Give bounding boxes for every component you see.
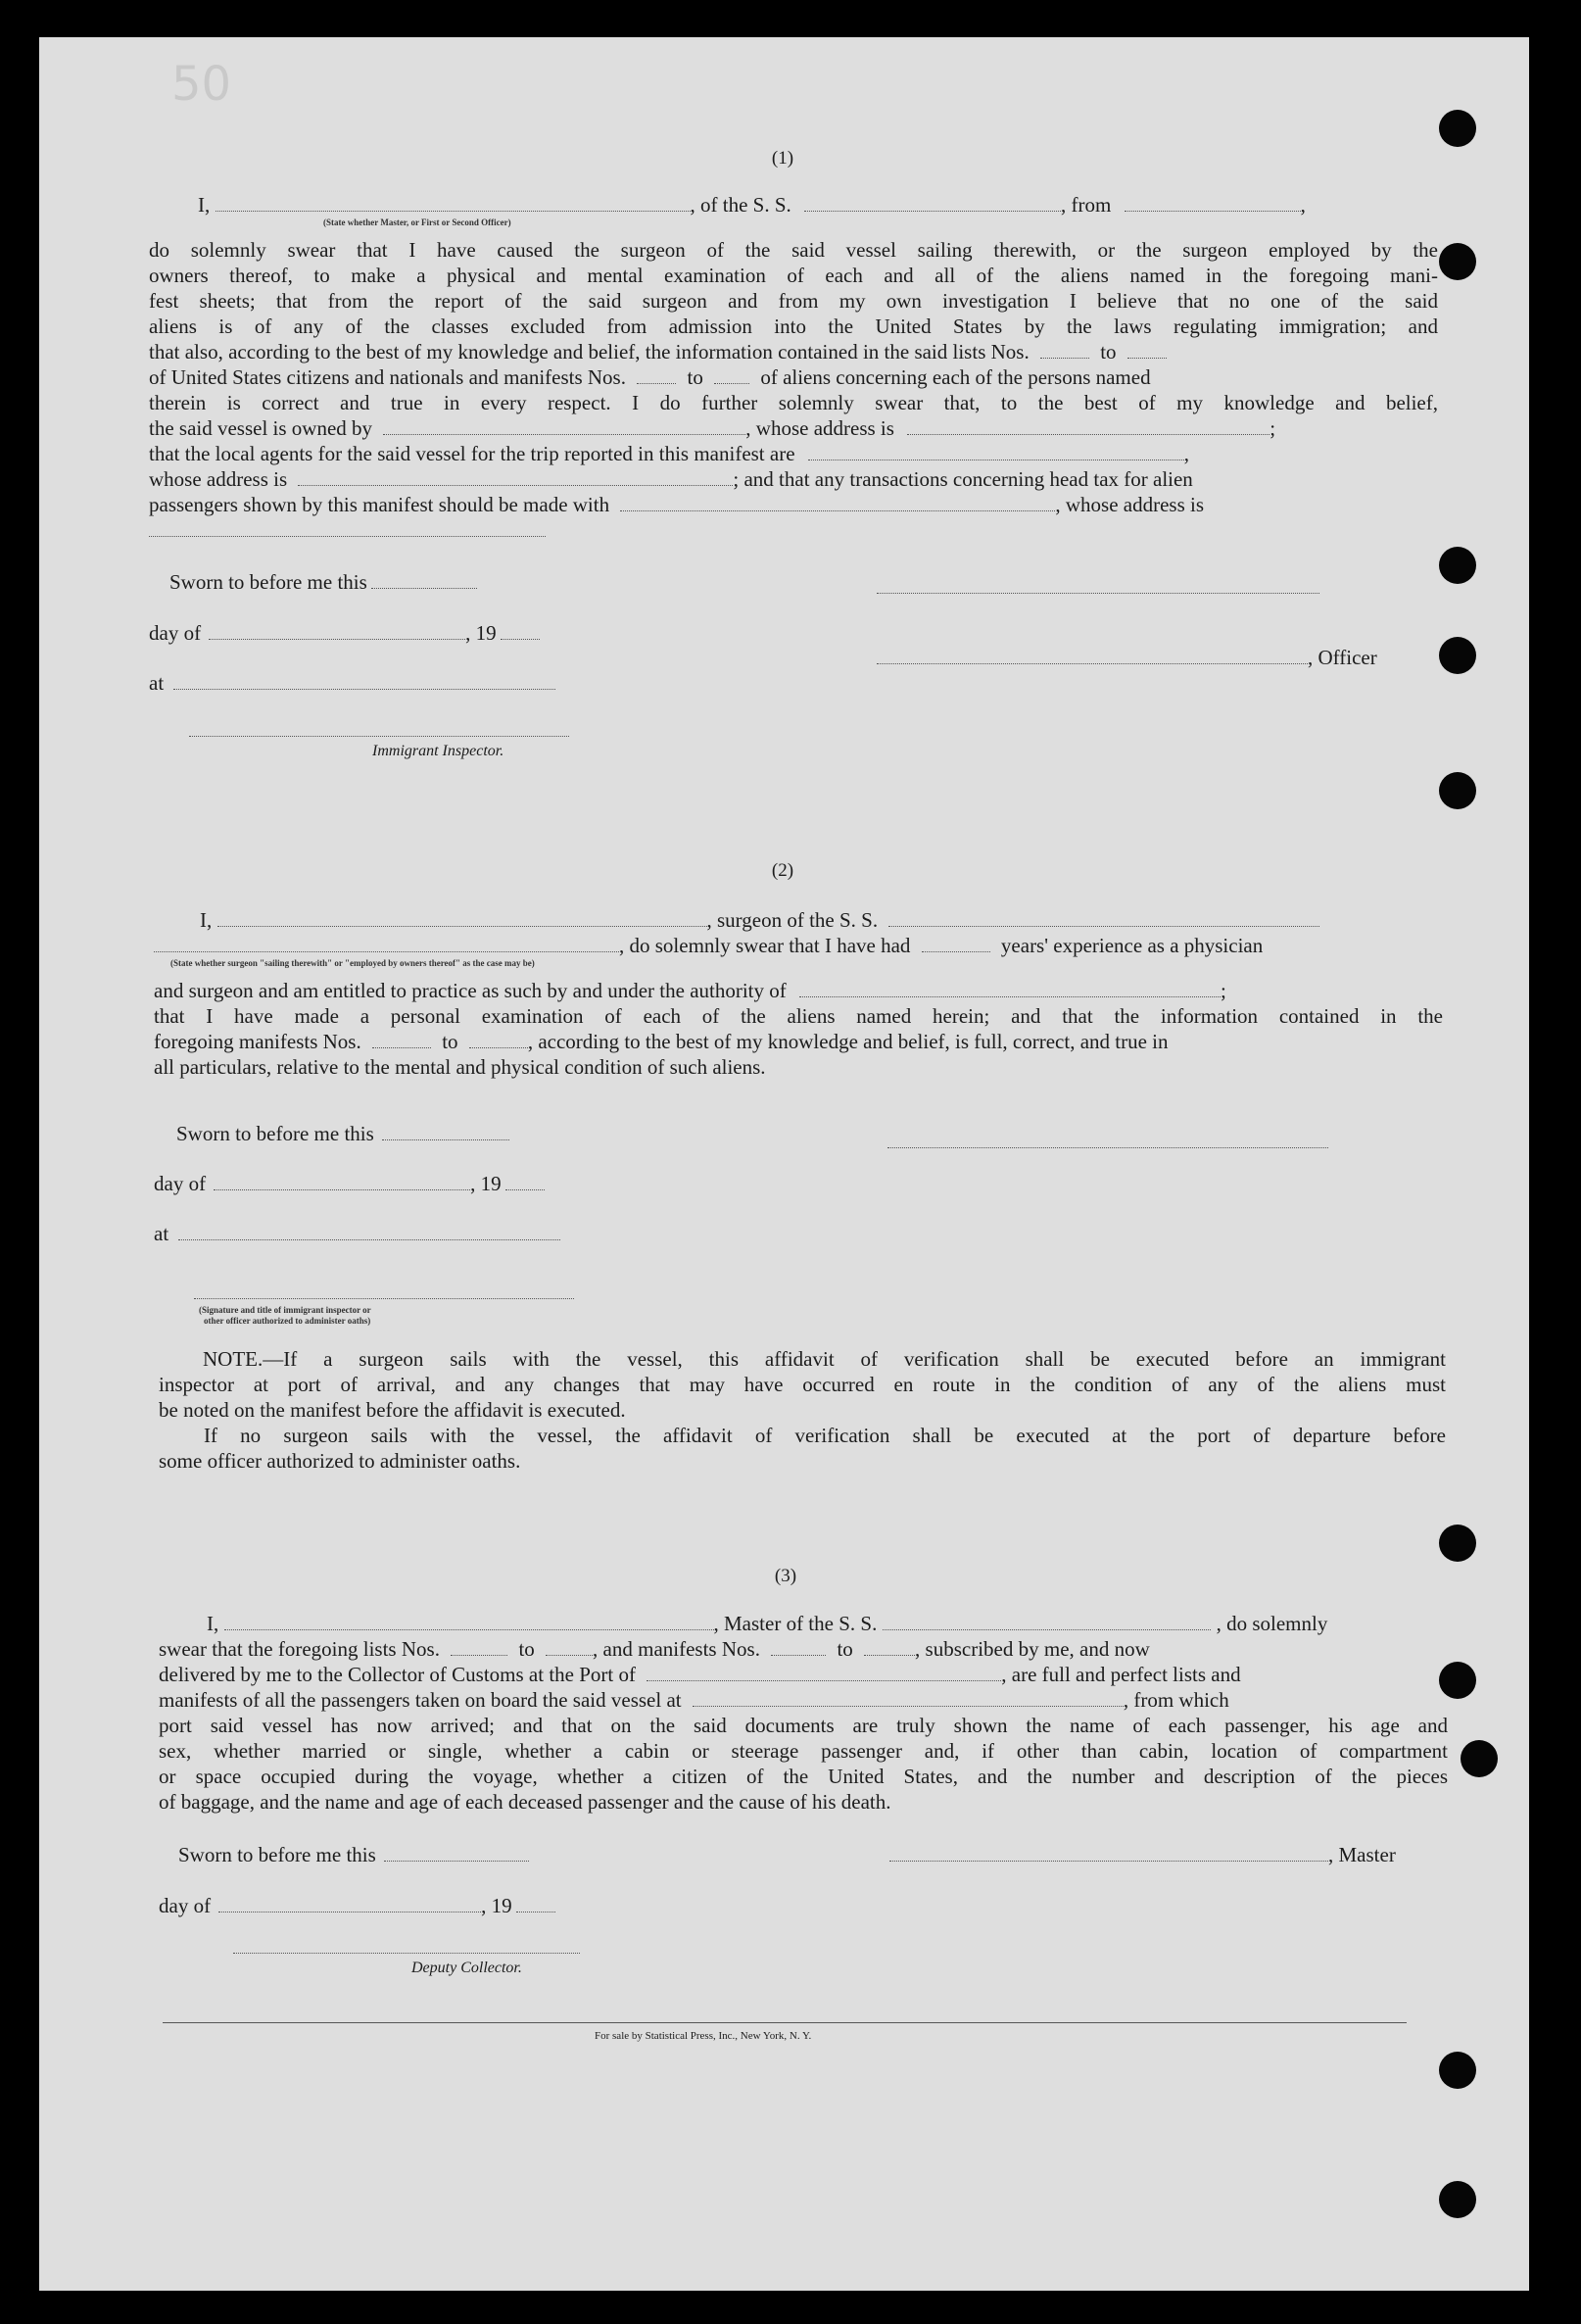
sworn-label: Sworn to before me this <box>169 569 477 595</box>
section1-text-line: therein is correct and true in every respect. I do further solemnly swear that, to the best of my knowledge and belief, <box>149 391 1438 414</box>
note-line: NOTE.—If a surgeon sails with the vessel, this affidavit of verification shall be executed before an immigrant <box>203 1347 1446 1371</box>
section-number: (1) <box>771 148 794 169</box>
binder-hole-icon <box>1461 1740 1498 1777</box>
surgeon-note: (State whether surgeon "sailing therewith" or "employed by owners thereof" as the case may be) <box>170 958 535 968</box>
sworn-label: Sworn to before me this <box>178 1842 529 1867</box>
master-note: (State whether Master, or First or Second Officer) <box>323 218 511 227</box>
section3-text-line: of baggage, and the name and age of each deceased passenger and the cause of his death. <box>159 1790 891 1814</box>
signature-line <box>233 1952 580 1954</box>
binder-hole-icon <box>1439 2052 1476 2089</box>
section-number: (3) <box>774 1566 797 1586</box>
section1-text-line: of United States citizens and nationals and manifests Nos. to of aliens concerning each of the persons named <box>149 365 1151 389</box>
section1-text-line: passengers shown by this manifest should be made with , whose address is <box>149 493 1205 516</box>
section1-text-line: aliens is of any of the classes excluded from admission into the United States by the laws regulating immigration; and <box>149 315 1438 338</box>
binder-hole-icon <box>1439 110 1476 147</box>
section2-text-line: all particulars, relative to the mental and physical condition of such aliens. <box>154 1055 766 1079</box>
sworn-label: Sworn to before me this <box>176 1121 509 1146</box>
corner-mark: 50 <box>171 57 232 112</box>
binder-hole-icon <box>1439 1525 1476 1562</box>
signature-line <box>887 1146 1328 1148</box>
section3-header-line: I, , Master of the S. S. , do solemnly <box>207 1612 1328 1635</box>
note-line: some officer authorized to administer oaths. <box>159 1449 521 1473</box>
signature-line <box>194 1297 574 1299</box>
note-line: If no surgeon sails with the vessel, the affidavit of verification shall be executed at the port of departure before <box>204 1424 1446 1447</box>
day-of-label: day of , 19 <box>149 620 540 646</box>
day-of-label: day of , 19 <box>154 1171 545 1196</box>
section2-text-line: and surgeon and am entitled to practice as such by and under the authority of ; <box>154 979 1226 1002</box>
inspector-caption: Immigrant Inspector. <box>372 743 504 759</box>
section2-header-line: I, , surgeon of the S. S. <box>200 907 1442 933</box>
section3-text-line: or space occupied during the voyage, whether a citizen of the United States, and the number and description of the pieces <box>159 1765 1448 1788</box>
signature-note: other officer authorized to administer oaths) <box>204 1316 371 1326</box>
section-number: (2) <box>771 860 794 881</box>
section1-text-line: that also, according to the best of my knowledge and belief, the information contained in the said lists Nos. to <box>149 339 1438 364</box>
binder-hole-icon <box>1439 2181 1476 2218</box>
signature-line <box>877 592 1319 594</box>
note-line: be noted on the manifest before the affidavit is executed. <box>159 1398 626 1422</box>
signature-line <box>149 535 546 537</box>
at-label: at <box>149 670 555 696</box>
binder-hole-icon <box>1439 772 1476 809</box>
deputy-caption: Deputy Collector. <box>411 1960 522 1976</box>
section1-header-line: I, , of the S. S. , from , <box>198 193 1306 217</box>
section2-text-line: that I have made a personal examination of each of the aliens named herein; and that the information contained in the <box>154 1004 1443 1028</box>
binder-hole-icon <box>1439 243 1476 280</box>
section3-text-line: swear that the foregoing lists Nos. to , and manifests Nos. to , subscribed by me, and now <box>159 1637 1150 1661</box>
section3-text-line: sex, whether married or single, whether a cabin or steerage passenger and, if other than cabin, location of compartment <box>159 1739 1448 1763</box>
section2-text-line: , do solemnly swear that I have had years' experience as a physician <box>154 933 1443 958</box>
section1-text-line: fest sheets; that from the report of the said surgeon and from my own investigation I believe that no one of the said <box>149 289 1438 313</box>
binder-hole-icon <box>1439 547 1476 584</box>
form-sheet <box>39 37 1529 2291</box>
footer-rule <box>163 2022 1407 2023</box>
section1-text-line: that the local agents for the said vessel for the trip reported in this manifest are , <box>149 442 1190 465</box>
section3-text-line: port said vessel has now arrived; and that on the said documents are truly shown the name of each passenger, his age and <box>159 1714 1448 1737</box>
officer-line: , Officer <box>877 645 1319 670</box>
at-label: at <box>154 1221 560 1246</box>
binder-hole-icon <box>1439 637 1476 674</box>
master-signature-line: , Master <box>889 1842 1396 1867</box>
day-of-label: day of , 19 <box>159 1893 555 1918</box>
section1-text-line: the said vessel is owned by , whose address is ; <box>149 416 1276 440</box>
section1-text-line: do solemnly swear that I have caused the surgeon of the said vessel sailing therewith, or the surgeon employed by the <box>149 238 1438 262</box>
section1-text-line: owners thereof, to make a physical and mental examination of each and all of the aliens named in the foregoing mani- <box>149 264 1438 287</box>
note-line: inspector at port of arrival, and any changes that may have occurred en route in the condition of any of the aliens must <box>159 1373 1446 1396</box>
signature-note: (Signature and title of immigrant inspector or <box>199 1305 371 1315</box>
section3-text-line: delivered by me to the Collector of Customs at the Port of , are full and perfect lists and <box>159 1663 1241 1686</box>
printer-footer: For sale by Statistical Press, Inc., New York, N. Y. <box>595 2030 812 2042</box>
signature-line <box>189 735 569 737</box>
section1-text-line: whose address is ; and that any transactions concerning head tax for alien <box>149 467 1193 491</box>
section2-text-line: foregoing manifests Nos. to , according to the best of my knowledge and belief, is full, correct, and true in <box>154 1030 1169 1053</box>
section3-text-line: manifests of all the passengers taken on board the said vessel at , from which <box>159 1688 1229 1712</box>
